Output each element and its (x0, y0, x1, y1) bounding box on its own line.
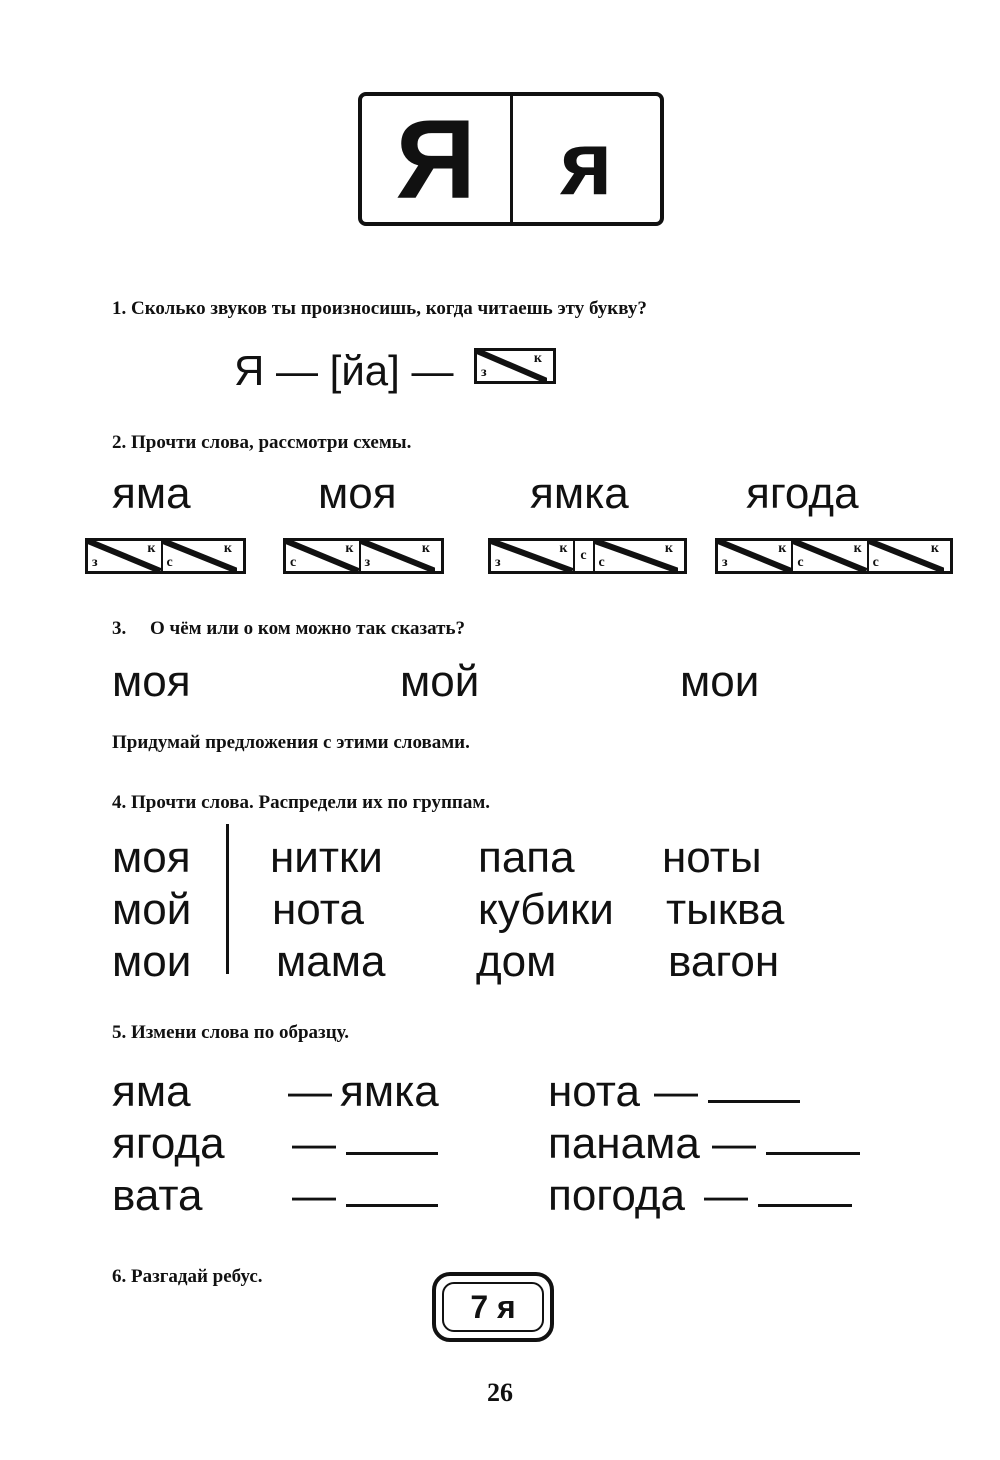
task-3-number: 3. (112, 618, 127, 639)
word-kubiki: кубики (478, 885, 614, 934)
word-tykva: тыква (666, 885, 785, 934)
example-dash: — (288, 1067, 332, 1116)
word-moy-3: мой (400, 657, 480, 706)
word-yagoda-5: ягода (112, 1119, 225, 1168)
scheme-moya (283, 538, 444, 574)
word-nota: нота (272, 885, 364, 934)
word-moya-4: моя (112, 833, 191, 882)
word-vagon: вагон (668, 937, 780, 986)
dash-4: — (654, 1067, 698, 1116)
word-noty: ноты (662, 833, 762, 882)
scheme-syllable-cell: с к (595, 541, 679, 571)
answer-blank-vata[interactable] (346, 1204, 438, 1207)
scheme-syllable-cell: з к (491, 541, 575, 571)
rebus-text: 7 я (470, 1288, 516, 1325)
word-pogoda-5: погода (548, 1171, 686, 1220)
lowercase-letter: я (559, 113, 613, 214)
dash-5: — (712, 1119, 756, 1168)
word-panama-5: панама (548, 1119, 700, 1168)
word-yamka: ямка (530, 469, 629, 518)
task-1-instruction: 1. Сколько звуков ты произносишь, когда читаешь эту букву? (112, 298, 647, 319)
scheme-syllable-cell: з к (718, 541, 793, 571)
sound-scheme (474, 348, 556, 384)
task-5-instruction: 5. Измени слова по образцу. (112, 1022, 349, 1043)
scheme-syllable-cell: с к (793, 541, 868, 571)
answer-blank-yagoda[interactable] (346, 1152, 438, 1155)
word-moy-4: мой (112, 885, 192, 934)
answer-blank-panama[interactable] (766, 1152, 860, 1155)
example-word: яма (112, 1067, 191, 1116)
word-nota-5: нота (548, 1067, 640, 1116)
word-yagoda: ягода (746, 469, 859, 518)
word-nitki: нитки (270, 833, 383, 882)
dash-3: — (292, 1171, 336, 1220)
scheme-yama (85, 538, 246, 574)
example-answer: ямка (340, 1067, 439, 1116)
word-vata-5: вата (112, 1171, 203, 1220)
scheme-yagoda (715, 538, 953, 574)
word-mama: мама (276, 937, 386, 986)
word-moya: моя (318, 469, 397, 518)
uppercase-letter: Я (362, 96, 513, 222)
word-dom: дом (476, 937, 557, 986)
scheme-yamka (488, 538, 687, 574)
task-6-instruction: 6. Разгадай ребус. (112, 1266, 263, 1287)
word-moi-4: мои (112, 937, 192, 986)
word-moya-3: моя (112, 657, 191, 706)
scheme-syllable-cell: з к (88, 541, 163, 571)
task-2-instruction: 2. Прочти слова, рассмотри схемы. (112, 432, 412, 453)
group-divider (226, 824, 229, 974)
letter-card (358, 92, 664, 226)
dash-6: — (704, 1171, 748, 1220)
word-papa: папа (478, 833, 575, 882)
scheme-syllable-cell: с к (163, 541, 238, 571)
page-number: 26 (487, 1378, 513, 1407)
scheme-syllable-cell: с к (286, 541, 361, 571)
dash-2: — (292, 1119, 336, 1168)
scheme-consonant-cell: с (575, 541, 595, 571)
task-4-instruction: 4. Прочти слова. Распредели их по группам. (112, 792, 491, 813)
answer-blank-nota[interactable] (708, 1100, 800, 1103)
scheme-syllable-cell: з к (361, 541, 436, 571)
word-yama: яма (112, 469, 191, 518)
task-3-instruction: О чём или о ком можно так сказать? (150, 618, 466, 639)
scheme-syllable-cell: з к (477, 351, 547, 381)
rebus-box (432, 1272, 554, 1342)
task-1-formula: Я — [йа] — (234, 347, 454, 394)
task-3-followup: Придумай предложения с этими словами. (112, 732, 470, 753)
word-moi-3: мои (680, 657, 760, 706)
answer-blank-pogoda[interactable] (758, 1204, 852, 1207)
scheme-syllable-cell: с к (869, 541, 944, 571)
